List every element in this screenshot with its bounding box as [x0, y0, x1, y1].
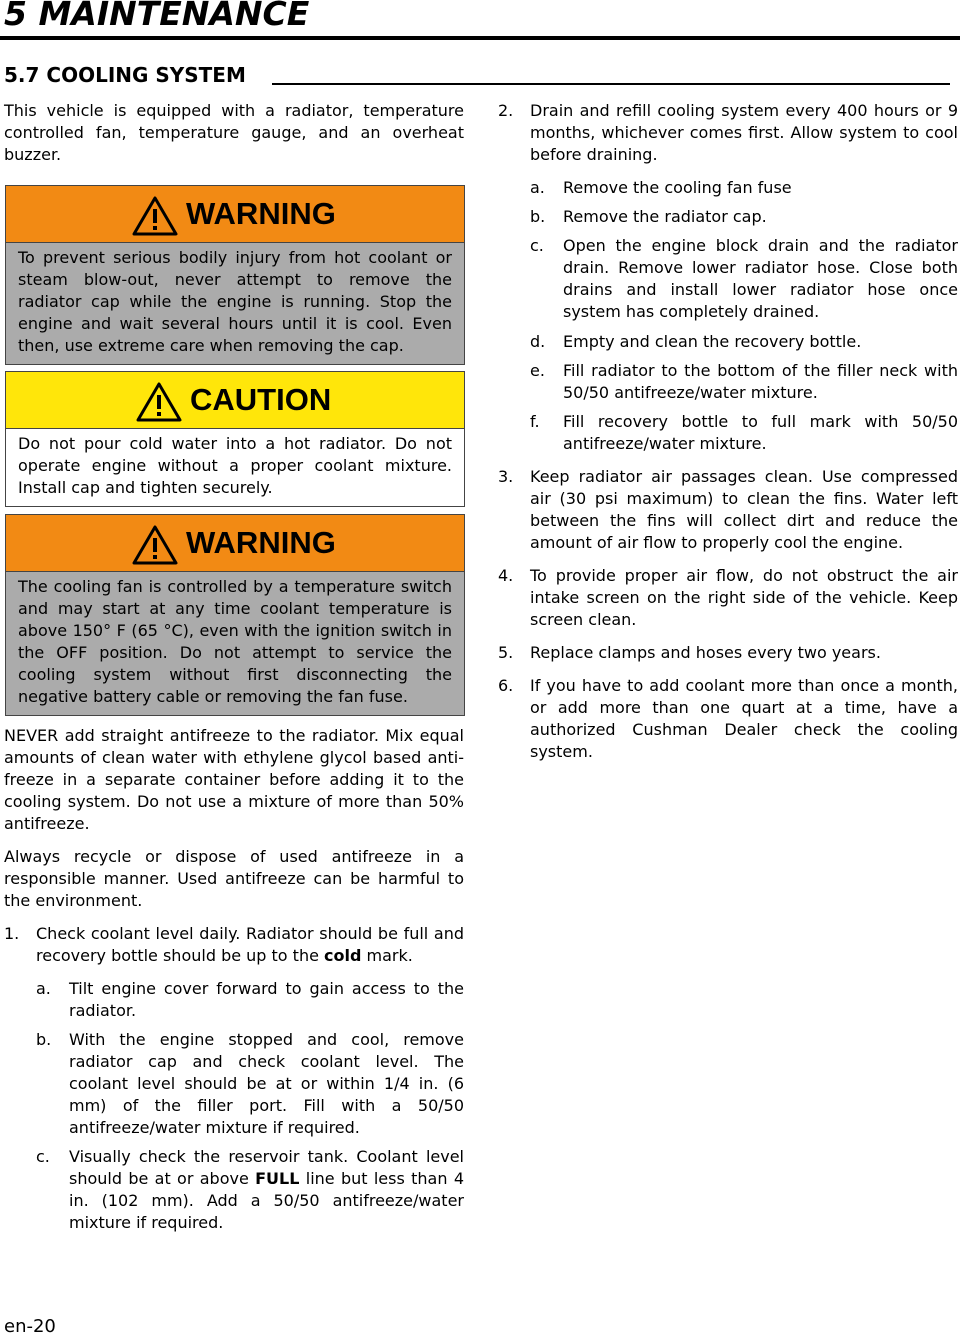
warning-header [6, 515, 464, 572]
warning-header [6, 186, 464, 243]
sub-text: Fill radiator to the bottom of the filler neck with 50/50 antifreeze/water mixture. [563, 361, 958, 402]
sub-letter: c. [36, 1147, 50, 1166]
chapter-rule [0, 36, 960, 40]
sub-text: Remove the cooling fan fuse [563, 178, 792, 197]
step-text: If you have to add coolant more than once a month, or add more than one quart at a time, have a authorized Cushman Dealer check the cooling system. [530, 676, 958, 761]
warning-box-cooling-fan [5, 514, 465, 716]
step-text: Check coolant level daily. Radiator should be full and recovery bottle should be up to the cold mark. [36, 924, 464, 965]
sub-letter: b. [36, 1030, 52, 1049]
sub-text: Remove the radiator cap. [563, 207, 767, 226]
recycle-paragraph: Always recycle or dispose of used antifreeze in a responsible manner. Used antifreeze can be harmful to the environment. [4, 847, 464, 910]
warning-text: To prevent serious bodily injury from hot coolant or steam blow-out, never attempt to remove the radiator cap while the engine is running. Stop the engine and wait several hours until it is cool. Even then, use extreme care when removing the cap. [18, 248, 452, 355]
caution-title: CAUTION [190, 382, 332, 417]
warning-box-hot-coolant [5, 185, 465, 365]
section-title: 5.7 COOLING SYSTEM [4, 63, 246, 87]
sub-letter: d. [530, 332, 546, 351]
sub-letter: a. [530, 178, 545, 197]
warning-triangle-icon [132, 525, 178, 565]
sub-text: Empty and clean the recovery bottle. [563, 332, 862, 351]
step-text: Replace clamps and hoses every two years. [530, 643, 881, 662]
step-number: 1. [4, 924, 20, 943]
page-number: en-20 [4, 1316, 56, 1337]
caution-text: Do not pour cold water into a hot radiator. Do not operate engine without a proper coolant mixture. Install cap and tighten securely. [6, 429, 464, 505]
warning-triangle-icon [136, 382, 182, 422]
sub-text: Fill recovery bottle to full mark with 50/50 antifreeze/water mixture. [563, 412, 958, 453]
sub-text: Visually check the reservoir tank. Coolant level should be at or above FULL line but less than 4 in. (102 mm). Add a 50/50 antifreeze/water mixture if required. [69, 1147, 464, 1232]
step-number: 4. [498, 566, 514, 585]
step-text: To provide proper air flow, do not obstruct the air intake screen on the right side of the vehicle. Keep screen clean. [530, 566, 958, 629]
caution-box-cold-water [5, 371, 465, 507]
step-number: 5. [498, 643, 514, 662]
warning-text: The cooling fan is controlled by a temperature switch and may start at any time coolant temperature is above 150° F (65 °C), even with the ignition switch in the OFF position. Do not attempt to service the cooling system without first disconnecting the negative battery cable or removing the fan fuse. [18, 577, 452, 706]
antifreeze-paragraph: NEVER add straight antifreeze to the radiator. Mix equal amounts of clean water with ethylene glycol based anti-freeze in a separate container before adding it to the cooling system. Do not use a mixture of more than 50% antifreeze. [4, 726, 464, 833]
intro-paragraph: This vehicle is equipped with a radiator, temperature controlled fan, temperature gauge, and an overheat buzzer. [4, 101, 464, 164]
warning-triangle-icon [132, 196, 178, 236]
chapter-title: 5 MAINTENANCE [4, 0, 310, 33]
step-number: 3. [498, 467, 514, 486]
caution-header [6, 372, 464, 429]
sub-letter: a. [36, 979, 51, 998]
step-number: 2. [498, 101, 514, 120]
step-text: Keep radiator air passages clean. Use compressed air (30 psi maximum) to clean the fins. Water left between the fins will collect dirt and reduce the amount of air flow to properly cool the engine. [530, 467, 958, 552]
warning-title: WARNING [186, 196, 336, 231]
section-rule [272, 83, 950, 85]
step-number: 6. [498, 676, 514, 695]
sub-letter: f. [530, 412, 540, 431]
step-text: Drain and refill cooling system every 400 hours or 9 months, whichever comes first. Allow system to cool before draining. [530, 101, 958, 164]
sub-text: Tilt engine cover forward to gain access to the radiator. [69, 979, 464, 1020]
sub-text: Open the engine block drain and the radiator drain. Remove lower radiator hose. Close both drains and install lower radiator hose once system has completely drained. [563, 236, 958, 321]
sub-letter: b. [530, 207, 546, 226]
warning-title: WARNING [186, 525, 336, 560]
sub-letter: c. [530, 236, 544, 255]
sub-text: With the engine stopped and cool, remove radiator cap and check coolant level. The coolant level should be at or within 1/4 in. (6 mm) of the filler port. Fill with a 50/50 antifreeze/water mixture if required. [69, 1030, 464, 1137]
sub-letter: e. [530, 361, 545, 380]
